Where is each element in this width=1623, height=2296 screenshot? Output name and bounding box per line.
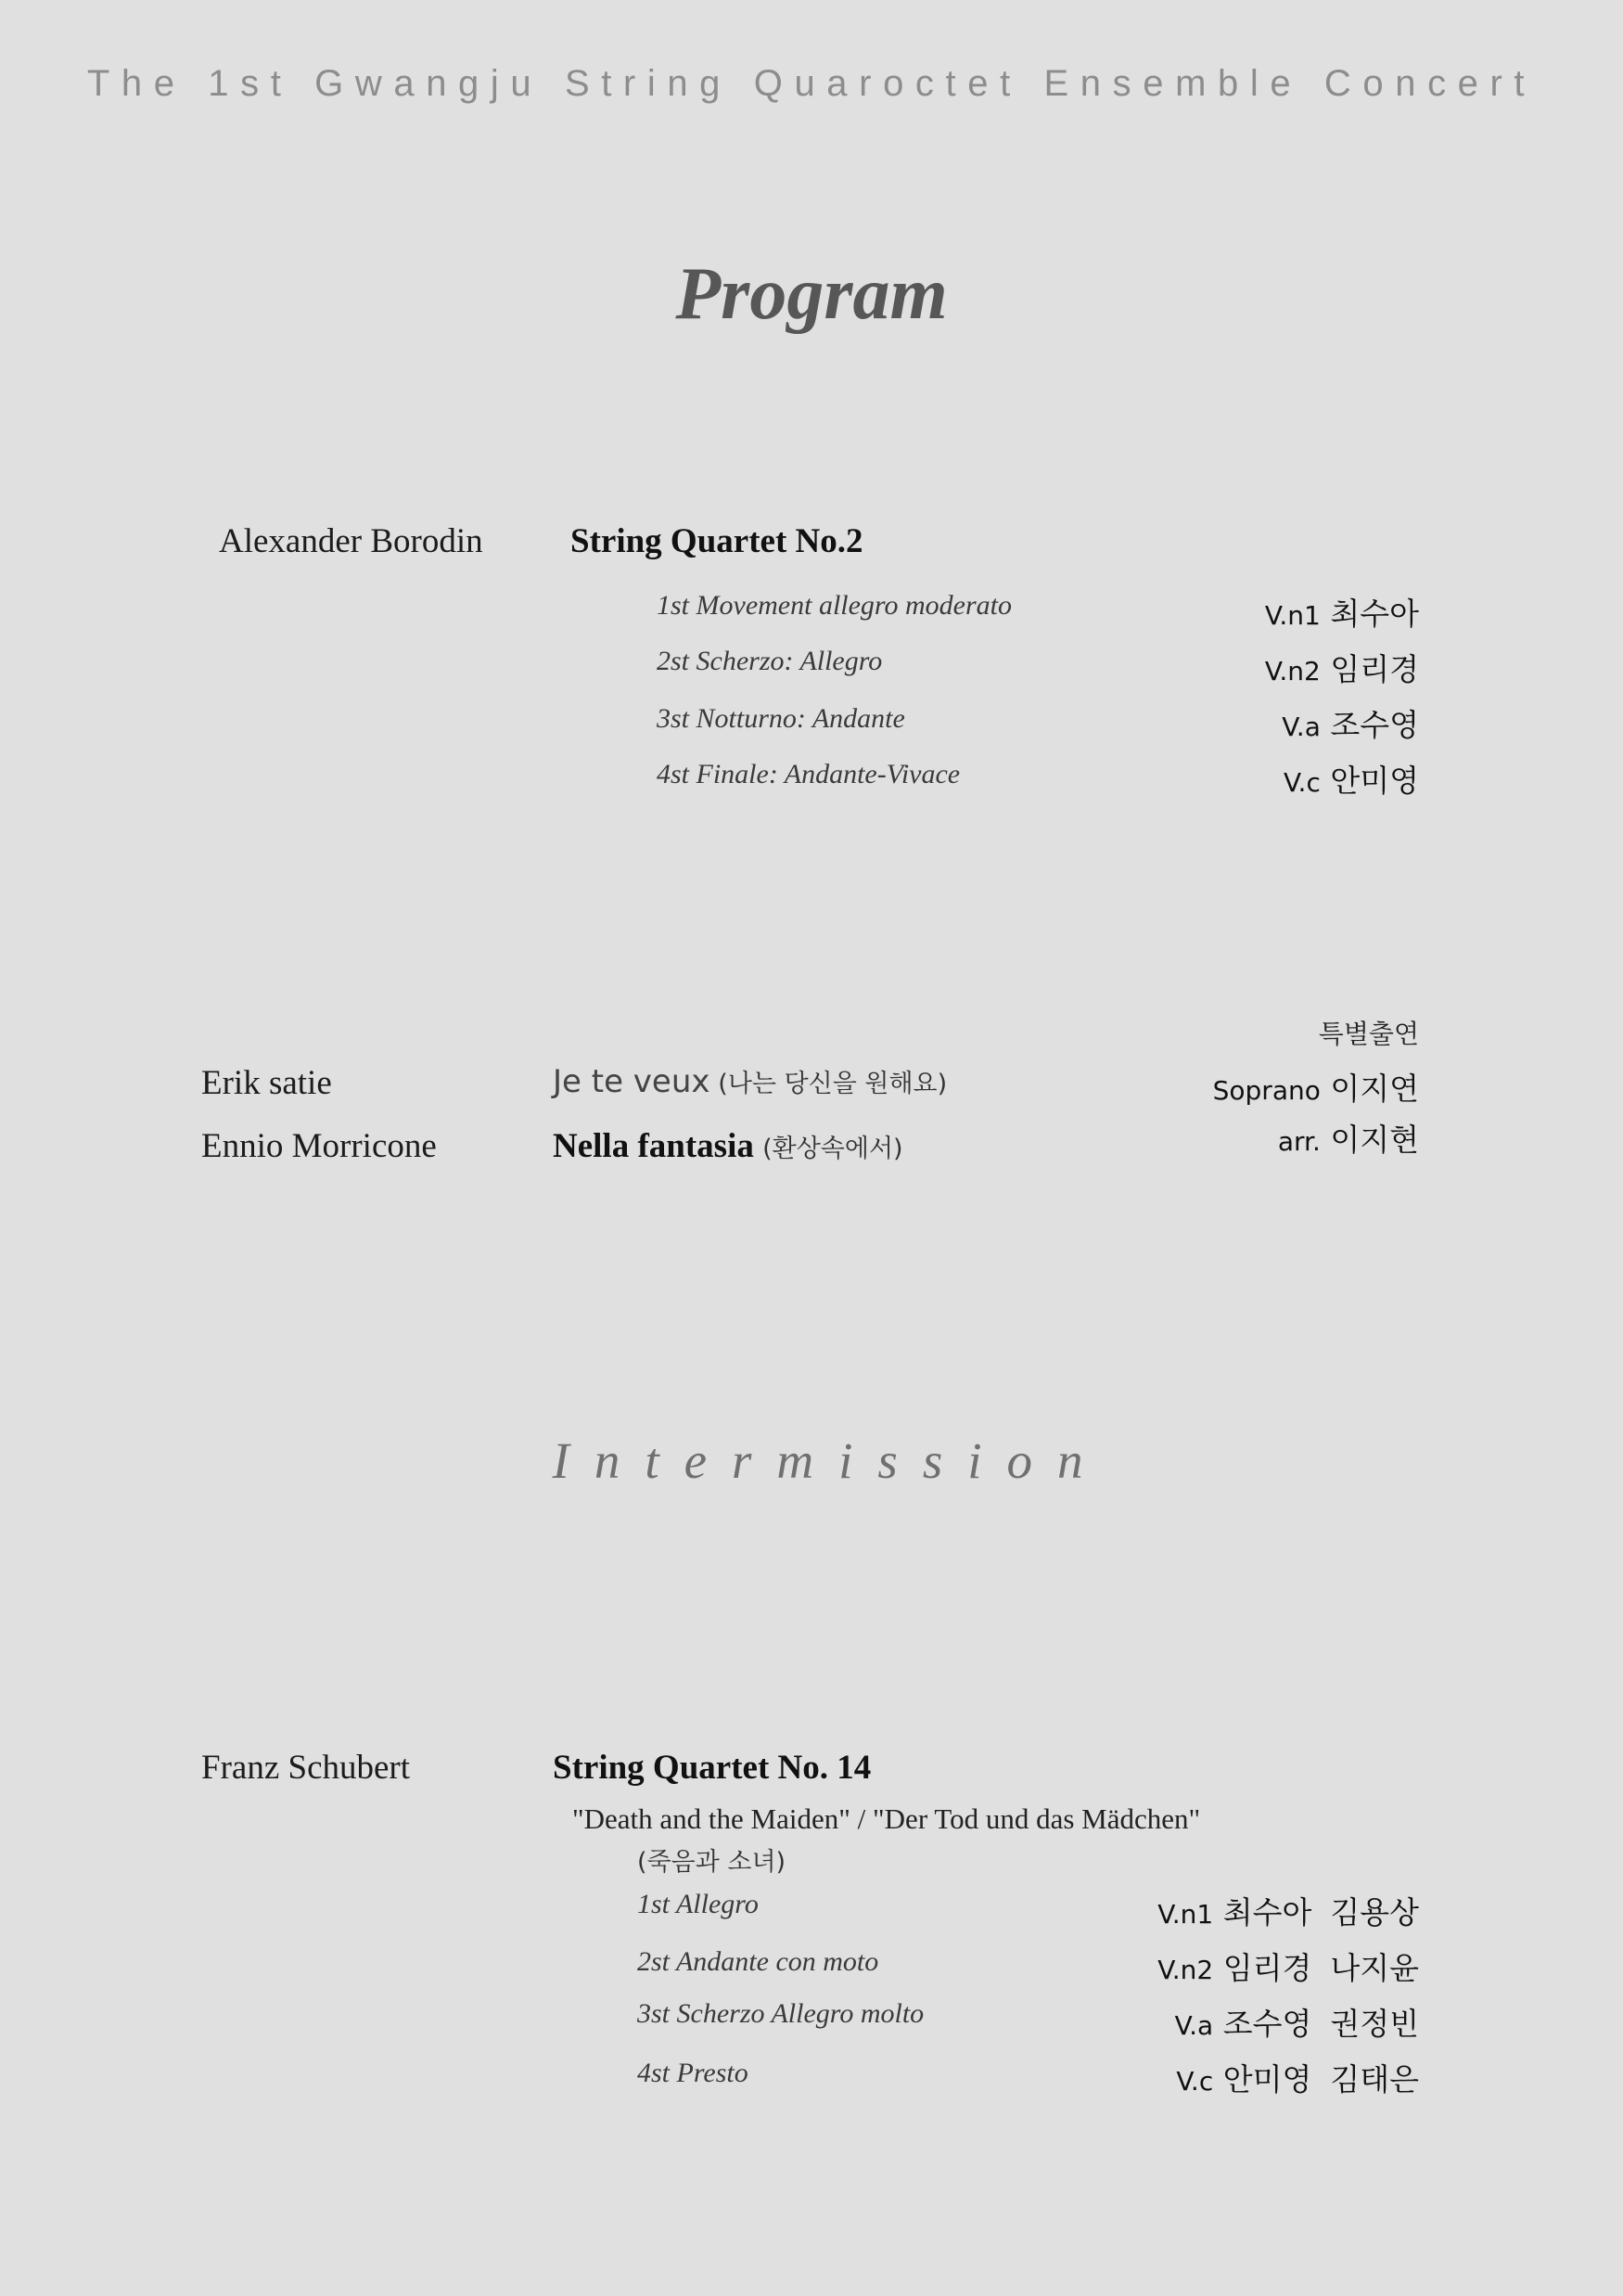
performer-schubert-4 — [1176, 2056, 1419, 2099]
movement-schubert-1: 1st Allegro — [637, 1889, 759, 1919]
movement-borodin-3: 3st Notturno: Andante — [657, 703, 905, 734]
instrument-label: V.c — [1284, 767, 1321, 798]
performer-name: 조수영 — [1330, 707, 1419, 743]
instrument-label: V.n2 — [1264, 656, 1321, 686]
instrument-label: V.n1 — [1157, 1899, 1214, 1930]
work-korean-title: (나는 당신을 원해요) — [718, 1070, 948, 1098]
work-subtitle: "Death and the Maiden" / "Der Tod und das Mädchen" — [572, 1802, 1201, 1835]
composer-morricone: Ennio Morricone — [201, 1127, 437, 1165]
performer-schubert-3 — [1175, 2000, 1419, 2044]
performer-borodin-2 — [1265, 646, 1419, 689]
movement-schubert-4: 4st Presto — [637, 2058, 748, 2088]
work-korean-subtitle: (죽음과 소녀) — [637, 1848, 786, 1877]
performer-name: 나지윤 — [1330, 1950, 1419, 1986]
performer-borodin-1 — [1265, 590, 1419, 634]
movement-borodin-1: 1st Movement allegro moderato — [657, 590, 1012, 621]
instrument-label: V.c — [1176, 2066, 1214, 2097]
performer-schubert-2 — [1157, 1944, 1419, 1988]
work-title: Je te veux — [553, 1063, 710, 1100]
special-appearance-label: 특별출연 — [1318, 1019, 1419, 1049]
performer-name: 안미영 — [1330, 763, 1419, 799]
intermission-heading: Intermission — [552, 1432, 1108, 1489]
performer-name: 임리경 — [1330, 651, 1419, 687]
performer-name: 안미영 — [1222, 2061, 1312, 2097]
performer-name: 임리경 — [1222, 1950, 1312, 1986]
performer-schubert-1 — [1157, 1889, 1419, 1932]
page-title: Program — [675, 253, 948, 335]
work-title: Nella fantasia — [553, 1127, 754, 1165]
work-satie — [553, 1063, 947, 1100]
composer-satie: Erik satie — [201, 1064, 332, 1102]
performer-borodin-4 — [1284, 757, 1419, 801]
instrument-label: V.n1 — [1264, 600, 1321, 631]
composer-borodin: Alexander Borodin — [219, 522, 483, 560]
work-schubert: String Quartet No. 14 — [553, 1749, 872, 1787]
performer-name: 이지연 — [1330, 1071, 1419, 1107]
work-borodin: String Quartet No.2 — [570, 522, 863, 560]
performer-name: 김용상 — [1330, 1894, 1419, 1930]
performer-borodin-3 — [1282, 701, 1419, 745]
performer-name: 권정빈 — [1330, 2006, 1419, 2042]
work-korean-title: (환상속에서) — [762, 1135, 903, 1163]
performer-arranger — [1278, 1116, 1419, 1160]
performer-name: 김태은 — [1330, 2061, 1419, 2097]
performer-name: 최수아 — [1330, 596, 1419, 632]
movement-borodin-2: 2st Scherzo: Allegro — [657, 646, 883, 676]
instrument-label: Soprano — [1212, 1075, 1321, 1106]
instrument-label: V.n2 — [1157, 1955, 1214, 1985]
instrument-label: arr. — [1277, 1126, 1321, 1157]
performer-name: 이지현 — [1330, 1122, 1419, 1158]
movement-schubert-2: 2st Andante con moto — [637, 1946, 879, 1977]
concert-header: The 1st Gwangju String Quaroctet Ensemble Concert — [86, 63, 1537, 104]
performer-name: 최수아 — [1222, 1894, 1312, 1930]
work-morricone — [553, 1126, 903, 1166]
instrument-label: V.a — [1174, 2010, 1214, 2041]
composer-schubert: Franz Schubert — [201, 1749, 411, 1787]
instrument-label: V.a — [1282, 712, 1321, 742]
performer-soprano — [1213, 1065, 1419, 1109]
performer-name: 조수영 — [1222, 2006, 1312, 2042]
movement-borodin-4: 4st Finale: Andante-Vivace — [657, 759, 961, 789]
movement-schubert-3: 3st Scherzo Allegro molto — [637, 1998, 925, 2029]
